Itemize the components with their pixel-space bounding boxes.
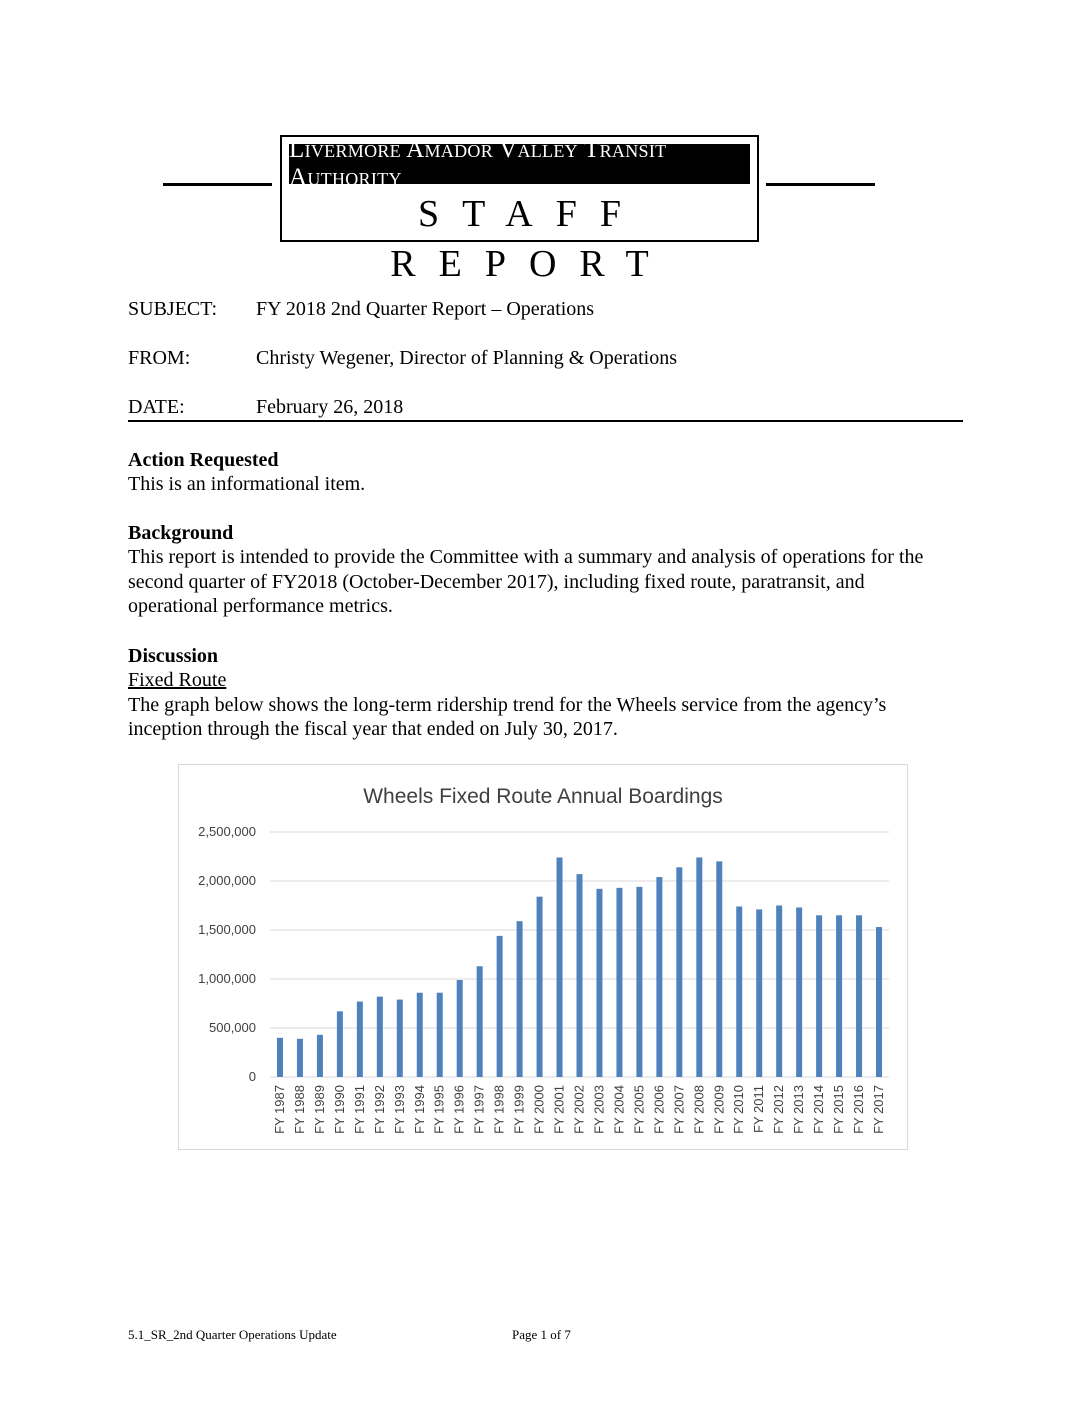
chart-x-tick-label: FY 1987 [271, 1085, 287, 1134]
chart-bar [477, 966, 483, 1077]
chart-x-tick-label: FY 2007 [671, 1085, 687, 1134]
chart-bar [497, 936, 503, 1077]
chart-y-tick-label: 2,500,000 [198, 824, 256, 839]
action-text: This is an informational item. [128, 473, 366, 496]
chart-x-tick-label: FY 1993 [391, 1085, 407, 1134]
chart-bar [636, 887, 642, 1077]
action-section [128, 448, 958, 497]
chart-x-ticks [272, 1085, 886, 1134]
footer-file-name: 5.1_SR_2nd Quarter Operations Update [128, 1327, 337, 1342]
chart-bar [317, 1035, 323, 1077]
date-label: DATE: [128, 396, 185, 418]
background-text: This report is intended to provide the Committee with a summary and analysis of operations for the second quarter of FY2018 (October-December 2017), including fixed route, paratransit, and operational performance metrics. [128, 546, 924, 618]
chart-y-tick-label: 1,500,000 [198, 922, 256, 937]
chart-x-tick-label: FY 2013 [791, 1085, 807, 1134]
chart-x-tick-label: FY 2009 [711, 1085, 727, 1134]
chart-x-tick-label: FY 2016 [851, 1085, 867, 1134]
chart-x-tick-label: FY 1998 [491, 1085, 507, 1134]
chart-x-tick-label: FY 2008 [691, 1085, 707, 1134]
chart-y-tick-label: 1,000,000 [198, 971, 256, 986]
chart-y-ticks [198, 824, 256, 1084]
header-divider [128, 420, 963, 422]
chart-bar [616, 888, 622, 1077]
chart-x-tick-label: FY 1997 [471, 1085, 487, 1134]
fixed-route-heading: Fixed Route [128, 669, 227, 692]
chart-bar [596, 889, 602, 1077]
fixed-route-text: The graph below shows the long-term ridership trend for the Wheels service from the agency’s inception through the fiscal year that ended on July 30, 2017. [128, 693, 887, 741]
from-value: Christy Wegener, Director of Planning & Operations [256, 347, 678, 369]
chart-bar [856, 915, 862, 1077]
masthead-rule-left [163, 183, 272, 186]
chart-y-tick-label: 2,000,000 [198, 873, 256, 888]
chart-x-tick-label: FY 1995 [431, 1085, 447, 1134]
agency-name: Livermore Amador Valley Transit Authority [289, 144, 750, 184]
background-section [128, 521, 958, 619]
chart-bar [716, 861, 722, 1077]
chart-bar [816, 915, 822, 1077]
chart-bar [397, 1000, 403, 1077]
date-value: February 26, 2018 [256, 396, 404, 418]
chart-x-tick-label: FY 2000 [531, 1085, 547, 1134]
from-label: FROM: [128, 347, 191, 369]
chart-bar [656, 877, 662, 1077]
chart-x-tick-label: FY 2012 [771, 1085, 787, 1134]
chart-bar [337, 1011, 343, 1077]
chart-bar [736, 906, 742, 1077]
chart-bar [876, 927, 882, 1077]
chart-x-tick-label: FY 2003 [591, 1085, 607, 1134]
chart-bar [517, 921, 523, 1077]
chart-bar [417, 993, 423, 1077]
chart-x-tick-label: FY 1992 [371, 1085, 387, 1134]
chart-svg [179, 765, 907, 1149]
action-heading: Action Requested [128, 449, 279, 471]
discussion-section [128, 644, 958, 742]
chart-x-tick-label: FY 2014 [811, 1085, 827, 1134]
chart-y-tick-label: 500,000 [209, 1020, 256, 1035]
chart-bar [836, 915, 842, 1077]
chart-bar [756, 909, 762, 1077]
report-type-title: STAFF REPORT [390, 193, 672, 285]
subject-label: SUBJECT: [128, 298, 218, 320]
chart-bar [357, 1002, 363, 1077]
chart-x-tick-label: FY 2001 [551, 1085, 567, 1134]
chart-x-tick-label: FY 2010 [731, 1085, 747, 1134]
chart-x-tick-label: FY 1996 [451, 1085, 467, 1134]
chart-x-tick-label: FY 1991 [351, 1085, 367, 1134]
chart-bar [277, 1038, 283, 1077]
chart-bar [557, 857, 563, 1077]
chart-bar [437, 993, 443, 1077]
subject-value: FY 2018 2nd Quarter Report – Operations [256, 298, 595, 320]
chart-x-tick-label: FY 2002 [571, 1085, 587, 1134]
chart-bar [297, 1039, 303, 1077]
chart-y-tick-label: 0 [248, 1069, 256, 1084]
chart-bar [696, 857, 702, 1077]
chart-bars [277, 857, 882, 1077]
chart-x-tick-label: FY 2011 [751, 1085, 767, 1133]
chart-bar [776, 906, 782, 1078]
chart-bar [577, 874, 583, 1077]
chart-title: Wheels Fixed Route Annual Boardings [363, 785, 723, 808]
masthead [280, 135, 759, 285]
chart-x-tick-label: FY 2004 [611, 1085, 627, 1134]
chart-bar [537, 897, 543, 1077]
chart-x-tick-label: FY 2017 [871, 1085, 887, 1134]
chart-x-tick-label: FY 2006 [651, 1085, 667, 1134]
chart-x-tick-label: FY 1999 [511, 1085, 527, 1134]
chart-bar [676, 867, 682, 1077]
chart-x-tick-label: FY 2005 [631, 1085, 647, 1134]
chart-x-tick-label: FY 2015 [831, 1085, 847, 1134]
chart-x-tick-label: FY 1990 [331, 1085, 347, 1134]
chart-x-tick-label: FY 1994 [411, 1085, 427, 1134]
chart-x-tick-label: FY 1989 [311, 1085, 327, 1134]
chart-bar [377, 997, 383, 1077]
discussion-heading: Discussion [128, 645, 219, 667]
boardings-chart [178, 764, 908, 1150]
background-heading: Background [128, 522, 234, 544]
chart-bar [457, 980, 463, 1077]
chart-x-tick-label: FY 1988 [291, 1085, 307, 1134]
chart-bar [796, 907, 802, 1077]
masthead-rule-right [766, 183, 875, 186]
footer-page-number: Page 1 of 7 [512, 1327, 571, 1342]
